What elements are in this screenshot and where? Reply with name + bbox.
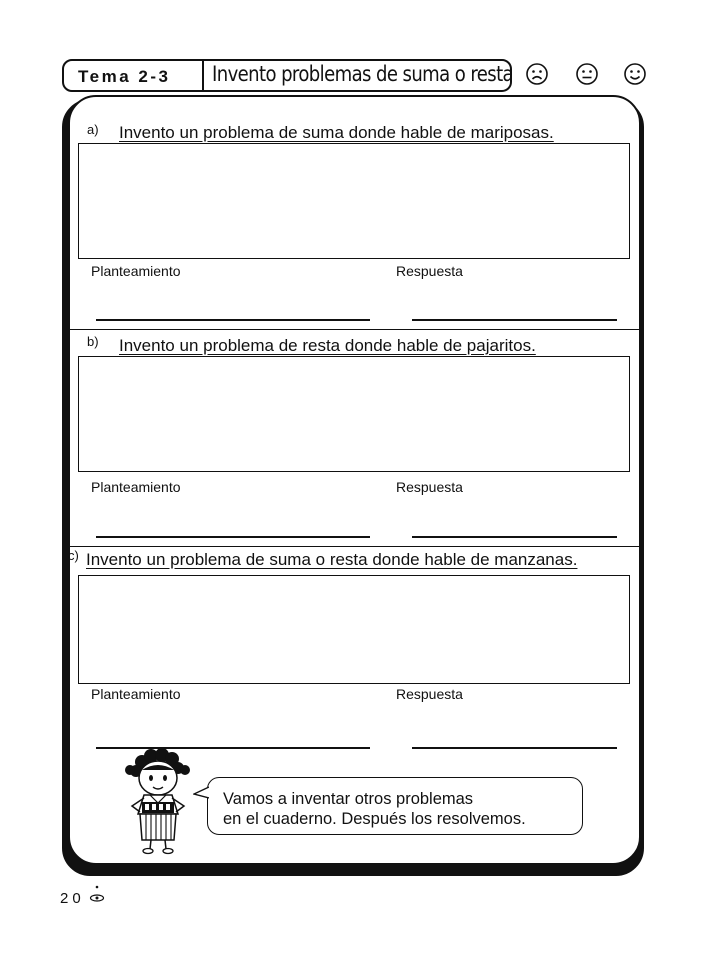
speech-line-2: en el cuaderno. Después los resolvemos.: [223, 810, 526, 828]
answer-box-a[interactable]: [78, 143, 630, 259]
answer-box-c[interactable]: [78, 575, 630, 684]
planteamiento-label-b: Planteamiento: [91, 479, 181, 495]
section-divider: [68, 329, 641, 330]
section-divider: [68, 546, 641, 547]
item-prompt-b: Invento un problema de resta donde hable de pajaritos.: [119, 336, 536, 355]
planteamiento-line-a[interactable]: [96, 319, 370, 321]
sad-face-icon[interactable]: [525, 62, 549, 86]
topic-header: [62, 59, 512, 92]
item-prompt-c: Invento un problema de suma o resta donde hable de manzanas.: [86, 550, 578, 569]
item-letter-c: c): [68, 548, 79, 563]
respuesta-line-c[interactable]: [412, 747, 617, 749]
planteamiento-line-b[interactable]: [96, 536, 370, 538]
eye-icon: [88, 884, 106, 904]
respuesta-line-a[interactable]: [412, 319, 617, 321]
answer-box-b[interactable]: [78, 356, 630, 472]
self-assessment-faces: [525, 62, 655, 88]
speech-line-1: Vamos a inventar otros problemas: [223, 790, 474, 808]
speech-bubble-tail: [193, 785, 209, 801]
page-number: 20: [60, 890, 85, 907]
respuesta-label-a: Respuesta: [396, 263, 463, 279]
topic-divider: [202, 61, 204, 90]
respuesta-label-c: Respuesta: [396, 686, 463, 702]
respuesta-line-b[interactable]: [412, 536, 617, 538]
item-prompt-a: Invento un problema de suma donde hable de mariposas.: [119, 123, 554, 142]
speech-bubble: [207, 777, 583, 835]
topic-title: Invento problemas de suma o resta: [212, 62, 514, 86]
respuesta-label-b: Respuesta: [396, 479, 463, 495]
item-letter-b: b): [87, 334, 99, 349]
speech-bubble-text: [223, 789, 526, 829]
happy-face-icon[interactable]: [623, 62, 647, 86]
planteamiento-label-a: Planteamiento: [91, 263, 181, 279]
neutral-face-icon[interactable]: [575, 62, 599, 86]
planteamiento-label-c: Planteamiento: [91, 686, 181, 702]
topic-label: Tema 2-3: [78, 67, 171, 86]
girl-illustration: [118, 748, 198, 856]
item-letter-a: a): [87, 122, 99, 137]
